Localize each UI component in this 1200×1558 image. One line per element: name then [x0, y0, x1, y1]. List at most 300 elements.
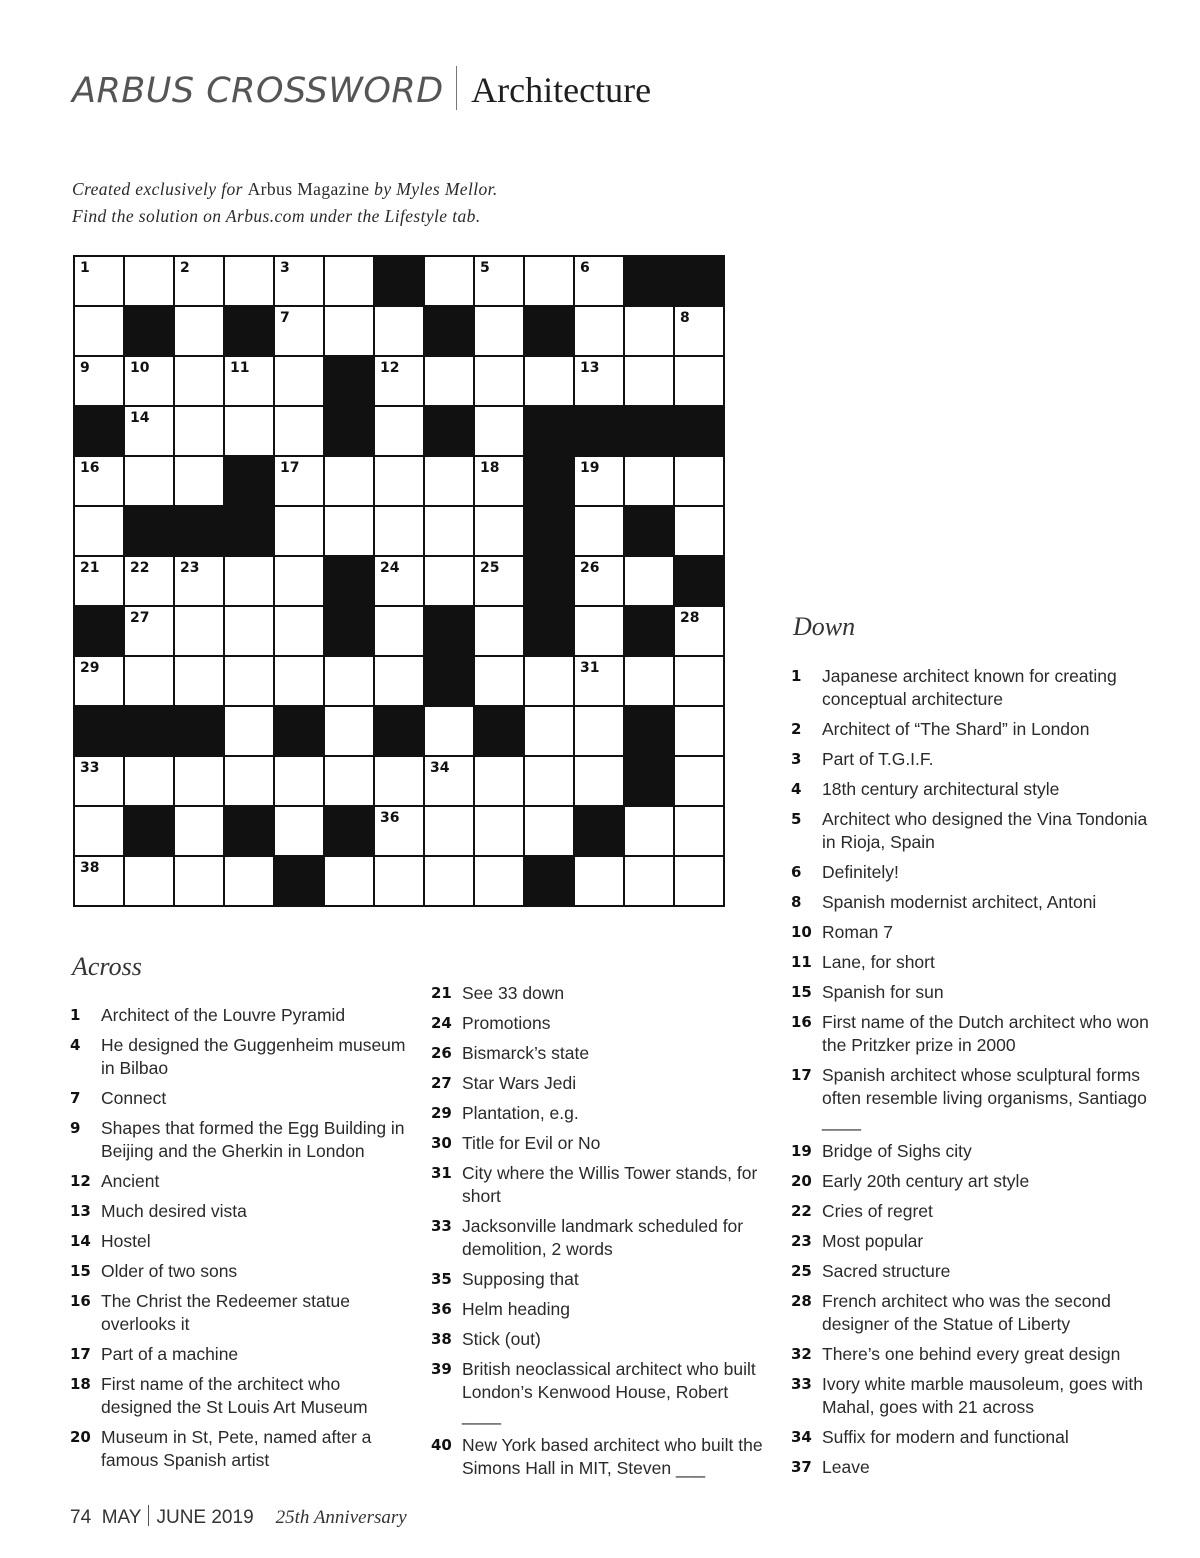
clue-item: [431, 1358, 771, 1427]
clue-item-text: Japanese architect known for creating conceptual architecture: [822, 666, 1117, 709]
grid-cell[interactable]: [174, 806, 224, 856]
grid-cell[interactable]: [524, 706, 574, 756]
grid-cell[interactable]: [274, 806, 324, 856]
clue-item: [791, 1456, 1161, 1479]
magazine-name: Arbus Magazine: [247, 179, 370, 199]
clue-item: [791, 1343, 1161, 1366]
grid-cell[interactable]: [674, 706, 724, 756]
grid-cell[interactable]: [424, 556, 474, 606]
clue-item: [70, 1170, 415, 1193]
clue-item-text: First name of the Dutch architect who won the Pritzker prize in 2000: [822, 1012, 1149, 1055]
grid-cell[interactable]: [124, 256, 174, 306]
grid-cell[interactable]: [524, 356, 574, 406]
black-square: [424, 306, 474, 356]
grid-cell[interactable]: [174, 656, 224, 706]
clue-item-number: 12: [70, 1172, 91, 1190]
grid-cell[interactable]: [424, 256, 474, 306]
black-square: [274, 706, 324, 756]
grid-cell[interactable]: [224, 406, 274, 456]
brand-title: ARBUS CROSSWORD: [72, 71, 444, 111]
clue-item-text: Part of T.G.I.F.: [822, 749, 934, 769]
clue-item: [791, 1290, 1161, 1336]
grid-cell[interactable]: [374, 806, 424, 856]
grid-cell[interactable]: [274, 656, 324, 706]
black-square: [374, 256, 424, 306]
clue-item-number: 35: [431, 1270, 452, 1288]
grid-cell[interactable]: [374, 856, 424, 906]
grid-cell[interactable]: [174, 456, 224, 506]
grid-cell[interactable]: [574, 256, 624, 306]
clue-number: 10: [130, 360, 150, 376]
clue-item-text: Spanish architect whose sculptural forms often resemble living organisms, Santiago ____: [822, 1065, 1147, 1131]
black-square: [124, 306, 174, 356]
black-square: [224, 506, 274, 556]
clue-item-text: Museum in St, Pete, named after a famous Spanish artist: [101, 1427, 372, 1470]
black-square: [224, 306, 274, 356]
clue-item-number: 13: [70, 1202, 91, 1220]
issue-month-2: JUNE 2019: [156, 1507, 254, 1528]
clue-item: [431, 1102, 771, 1125]
clue-item-text: Roman 7: [822, 922, 894, 942]
clue-number: 13: [580, 360, 600, 376]
clue-item-text: Part of a machine: [101, 1344, 239, 1364]
clue-item: [791, 665, 1161, 711]
grid-cell[interactable]: [174, 856, 224, 906]
grid-cell[interactable]: [424, 856, 474, 906]
grid-cell[interactable]: [274, 306, 324, 356]
clue-item-number: 29: [431, 1104, 452, 1122]
grid-cell[interactable]: [324, 756, 374, 806]
clue-item: [791, 861, 1161, 884]
clue-number: 9: [80, 360, 90, 376]
grid-cell[interactable]: [274, 356, 324, 406]
grid-cell[interactable]: [274, 556, 324, 606]
grid-cell[interactable]: [474, 656, 524, 706]
grid-cell[interactable]: [74, 256, 124, 306]
clue-item-text: Older of two sons: [101, 1261, 238, 1281]
grid-cell[interactable]: [624, 806, 674, 856]
grid-cell[interactable]: [524, 756, 574, 806]
black-square: [324, 556, 374, 606]
grid-cell[interactable]: [424, 806, 474, 856]
black-square: [624, 506, 674, 556]
grid-cell[interactable]: [274, 406, 324, 456]
clue-item: [431, 1215, 771, 1261]
clue-item-number: 23: [791, 1232, 812, 1250]
black-square: [624, 256, 674, 306]
grid-cell[interactable]: [74, 856, 124, 906]
black-square: [324, 806, 374, 856]
clue-item: [70, 1034, 415, 1080]
grid-cell[interactable]: [74, 456, 124, 506]
clue-item-number: 6: [791, 863, 802, 881]
grid-cell[interactable]: [574, 656, 624, 706]
grid-cell[interactable]: [674, 656, 724, 706]
grid-cell[interactable]: [674, 856, 724, 906]
clue-number: 26: [580, 560, 600, 576]
grid-cell[interactable]: [474, 506, 524, 556]
intro-text: [72, 176, 498, 230]
grid-cell[interactable]: [374, 306, 424, 356]
clue-item-number: 7: [70, 1089, 81, 1107]
grid-cell[interactable]: [574, 706, 624, 756]
clue-item-number: 4: [70, 1036, 81, 1054]
grid-cell[interactable]: [424, 456, 474, 506]
clue-number: 1: [80, 260, 90, 276]
clue-item-number: 40: [431, 1436, 452, 1454]
clue-item: [431, 1434, 771, 1480]
grid-cell[interactable]: [74, 306, 124, 356]
grid-cell[interactable]: [324, 456, 374, 506]
clue-item-number: 21: [431, 984, 452, 1002]
grid-cell[interactable]: [74, 506, 124, 556]
clue-number: 17: [280, 460, 300, 476]
clue-item: [791, 951, 1161, 974]
clue-number: 36: [380, 810, 400, 826]
grid-cell[interactable]: [224, 856, 274, 906]
grid-cell[interactable]: [374, 556, 424, 606]
grid-cell[interactable]: [474, 306, 524, 356]
grid-cell[interactable]: [524, 656, 574, 706]
clue-item: [70, 1117, 415, 1163]
grid-cell[interactable]: [524, 256, 574, 306]
black-square: [524, 506, 574, 556]
anniversary-label: 25th Anniversary: [275, 1507, 407, 1528]
clue-item-text: Connect: [101, 1088, 167, 1108]
grid-cell[interactable]: [374, 656, 424, 706]
clue-item-number: 31: [431, 1164, 452, 1182]
clue-item: [70, 1087, 415, 1110]
clue-item-number: 14: [70, 1232, 91, 1250]
clue-item-number: 39: [431, 1360, 452, 1378]
clue-item-text: Bridge of Sighs city: [822, 1141, 972, 1161]
grid-cell[interactable]: [424, 506, 474, 556]
grid-cell[interactable]: [674, 356, 724, 406]
black-square: [474, 706, 524, 756]
clue-item-number: 19: [791, 1142, 812, 1160]
clue-number: 25: [480, 560, 500, 576]
grid-cell[interactable]: [474, 856, 524, 906]
clue-item-text: Architect who designed the Vina Tondonia in Rioja, Spain: [822, 809, 1148, 852]
grid-cell[interactable]: [624, 556, 674, 606]
clue-number: 8: [680, 310, 690, 326]
crossword-grid: [73, 255, 725, 907]
clue-item-text: Much desired vista: [101, 1201, 247, 1221]
black-square: [74, 406, 124, 456]
clue-item-text: Supposing that: [462, 1269, 579, 1289]
grid-cell[interactable]: [474, 756, 524, 806]
grid-cell[interactable]: [524, 806, 574, 856]
grid-cell[interactable]: [74, 806, 124, 856]
clue-item: [70, 1004, 415, 1027]
grid-cell[interactable]: [124, 456, 174, 506]
clue-item-number: 1: [791, 667, 802, 685]
black-square: [74, 706, 124, 756]
grid-cell[interactable]: [224, 756, 274, 806]
grid-cell[interactable]: [574, 856, 624, 906]
black-square: [174, 706, 224, 756]
clue-item: [791, 1373, 1161, 1419]
clue-item: [431, 1072, 771, 1095]
black-square: [224, 456, 274, 506]
grid-cell[interactable]: [274, 256, 324, 306]
grid-cell[interactable]: [174, 256, 224, 306]
clue-item-number: 11: [791, 953, 812, 971]
clue-item: [791, 748, 1161, 771]
grid-cell[interactable]: [174, 306, 224, 356]
clue-item: [791, 1200, 1161, 1223]
clue-item-number: 27: [431, 1074, 452, 1092]
grid-cell[interactable]: [124, 656, 174, 706]
black-square: [324, 606, 374, 656]
page-number: 74: [70, 1507, 92, 1528]
grid-cell[interactable]: [624, 456, 674, 506]
clue-number: 7: [280, 310, 290, 326]
clue-item-number: 18: [70, 1375, 91, 1393]
grid-cell[interactable]: [274, 606, 324, 656]
clue-item-text: Hostel: [101, 1231, 151, 1251]
clue-item-number: 26: [431, 1044, 452, 1062]
grid-cell[interactable]: [324, 256, 374, 306]
issue-month-1: MAY: [101, 1507, 142, 1528]
grid-cell[interactable]: [324, 306, 374, 356]
clue-item-number: 5: [791, 810, 802, 828]
clue-item-text: Sacred structure: [822, 1261, 951, 1281]
clue-item: [431, 1268, 771, 1291]
clue-number: 33: [80, 760, 100, 776]
clue-number: 24: [380, 560, 400, 576]
clue-item-text: First name of the architect who designed the St Louis Art Museum: [101, 1374, 368, 1417]
clue-item-number: 2: [791, 720, 802, 738]
clue-item: [431, 982, 771, 1005]
grid-cell[interactable]: [224, 706, 274, 756]
clue-item-number: 28: [791, 1292, 812, 1310]
black-square: [624, 606, 674, 656]
clue-item: [791, 981, 1161, 1004]
grid-cell[interactable]: [674, 456, 724, 506]
clue-number: 18: [480, 460, 500, 476]
clue-item-number: 20: [70, 1428, 91, 1446]
clue-number: 22: [130, 560, 150, 576]
black-square: [424, 406, 474, 456]
clue-item: [791, 1230, 1161, 1253]
across-clues-column-2: [431, 982, 771, 1487]
black-square: [574, 806, 624, 856]
grid-cell[interactable]: [324, 506, 374, 556]
clue-item-number: 34: [791, 1428, 812, 1446]
grid-cell[interactable]: [574, 456, 624, 506]
grid-cell[interactable]: [74, 556, 124, 606]
grid-cell[interactable]: [124, 756, 174, 806]
clue-item-text: Most popular: [822, 1231, 924, 1251]
clue-item-text: Promotions: [462, 1013, 551, 1033]
intro-suffix: by Myles Mellor.: [369, 179, 498, 199]
clue-item-number: 17: [70, 1345, 91, 1363]
grid-cell[interactable]: [474, 556, 524, 606]
black-square: [74, 606, 124, 656]
grid-cell[interactable]: [74, 756, 124, 806]
clue-item-text: City where the Willis Tower stands, for short: [462, 1163, 758, 1206]
clue-item: [791, 1260, 1161, 1283]
grid-cell[interactable]: [124, 606, 174, 656]
grid-cell[interactable]: [124, 406, 174, 456]
clue-item-number: 16: [70, 1292, 91, 1310]
grid-cell[interactable]: [124, 556, 174, 606]
clue-item-number: 25: [791, 1262, 812, 1280]
grid-cell[interactable]: [574, 506, 624, 556]
grid-cell[interactable]: [674, 756, 724, 806]
black-square: [524, 306, 574, 356]
intro-line-1: [72, 176, 498, 203]
grid-cell[interactable]: [224, 556, 274, 606]
clue-item-text: Shapes that formed the Egg Building in Beijing and the Gherkin in London: [101, 1118, 405, 1161]
clue-item: [70, 1260, 415, 1283]
grid-cell[interactable]: [274, 506, 324, 556]
grid-cell[interactable]: [124, 356, 174, 406]
clue-number: 27: [130, 610, 150, 626]
black-square: [224, 806, 274, 856]
grid-cell[interactable]: [674, 506, 724, 556]
clue-item-number: 20: [791, 1172, 812, 1190]
grid-cell[interactable]: [74, 356, 124, 406]
grid-cell[interactable]: [174, 406, 224, 456]
clue-item-text: There’s one behind every great design: [822, 1344, 1121, 1364]
clue-item: [431, 1298, 771, 1321]
page-header: [72, 66, 651, 116]
down-heading: Down: [793, 612, 856, 641]
grid-cell[interactable]: [624, 656, 674, 706]
grid-cell[interactable]: [324, 656, 374, 706]
grid-cell[interactable]: [74, 656, 124, 706]
clue-item-number: 17: [791, 1066, 812, 1084]
grid-cell[interactable]: [574, 356, 624, 406]
grid-cell[interactable]: [224, 656, 274, 706]
clue-item-text: 18th century architectural style: [822, 779, 1060, 799]
clue-item-text: Title for Evil or No: [462, 1133, 601, 1153]
black-square: [624, 406, 674, 456]
grid-cell[interactable]: [224, 256, 274, 306]
clue-number: 38: [80, 860, 100, 876]
grid-cell[interactable]: [474, 406, 524, 456]
black-square: [674, 406, 724, 456]
clue-item: [431, 1132, 771, 1155]
clue-item-text: New York based architect who built the Simons Hall in MIT, Steven ___: [462, 1435, 763, 1478]
grid-cell[interactable]: [624, 856, 674, 906]
clue-number: 19: [580, 460, 600, 476]
clue-number: 23: [180, 560, 200, 576]
clue-item-text: Plantation, e.g.: [462, 1103, 579, 1123]
grid-cell[interactable]: [474, 456, 524, 506]
grid-cell[interactable]: [574, 306, 624, 356]
black-square: [124, 506, 174, 556]
grid-cell[interactable]: [374, 606, 424, 656]
grid-cell[interactable]: [574, 606, 624, 656]
black-square: [674, 256, 724, 306]
intro-line-2: Find the solution on Arbus.com under the Lifestyle tab.: [72, 206, 481, 226]
grid-cell[interactable]: [324, 856, 374, 906]
clue-item: [791, 891, 1161, 914]
black-square: [124, 706, 174, 756]
clue-item: [70, 1426, 415, 1472]
clue-item-number: 3: [791, 750, 802, 768]
grid-cell[interactable]: [324, 706, 374, 756]
black-square: [524, 406, 574, 456]
grid-cell[interactable]: [574, 556, 624, 606]
clue-number: 34: [430, 760, 450, 776]
clue-item-number: 38: [431, 1330, 452, 1348]
grid-cell[interactable]: [374, 756, 424, 806]
clue-number: 14: [130, 410, 150, 426]
black-square: [624, 706, 674, 756]
grid-cell[interactable]: [424, 756, 474, 806]
black-square: [374, 706, 424, 756]
grid-cell[interactable]: [474, 606, 524, 656]
grid-cell[interactable]: [424, 706, 474, 756]
grid-cell[interactable]: [124, 856, 174, 906]
clue-item-text: Spanish modernist architect, Antoni: [822, 892, 1097, 912]
black-square: [574, 406, 624, 456]
clue-item-number: 24: [431, 1014, 452, 1032]
black-square: [174, 506, 224, 556]
clue-item-number: 37: [791, 1458, 812, 1476]
grid-cell[interactable]: [224, 606, 274, 656]
clue-item: [791, 1064, 1161, 1133]
grid-cell[interactable]: [374, 506, 424, 556]
clue-item: [431, 1328, 771, 1351]
black-square: [524, 556, 574, 606]
clue-item-text: Architect of “The Shard” in London: [822, 719, 1090, 739]
grid-cell[interactable]: [174, 606, 224, 656]
grid-cell[interactable]: [374, 356, 424, 406]
clue-item-number: 33: [791, 1375, 812, 1393]
clue-item-number: 36: [431, 1300, 452, 1318]
grid-cell[interactable]: [574, 756, 624, 806]
grid-cell[interactable]: [624, 306, 674, 356]
grid-cell[interactable]: [674, 306, 724, 356]
grid-cell[interactable]: [174, 556, 224, 606]
grid-cell[interactable]: [424, 356, 474, 406]
clue-item-text: See 33 down: [462, 983, 565, 1003]
clue-item-number: 15: [791, 983, 812, 1001]
clue-item-text: Architect of the Louvre Pyramid: [101, 1005, 346, 1025]
clue-item-text: Ancient: [101, 1171, 160, 1191]
grid-cell[interactable]: [374, 456, 424, 506]
grid-cell[interactable]: [374, 406, 424, 456]
grid-cell[interactable]: [274, 456, 324, 506]
black-square: [624, 756, 674, 806]
clue-number: 29: [80, 660, 100, 676]
grid-cell[interactable]: [174, 756, 224, 806]
clue-item-number: 16: [791, 1013, 812, 1031]
grid-cell[interactable]: [674, 806, 724, 856]
grid-cell[interactable]: [274, 756, 324, 806]
clue-number: 21: [80, 560, 100, 576]
grid-cell[interactable]: [224, 356, 274, 406]
black-square: [424, 656, 474, 706]
grid-cell[interactable]: [474, 256, 524, 306]
grid-cell[interactable]: [624, 356, 674, 406]
grid-cell[interactable]: [674, 606, 724, 656]
grid-cell[interactable]: [174, 356, 224, 406]
clue-item: [791, 1170, 1161, 1193]
black-square: [424, 606, 474, 656]
grid-cell[interactable]: [474, 806, 524, 856]
clue-item: [791, 1011, 1161, 1057]
clue-item: [70, 1230, 415, 1253]
clue-item-text: Cries of regret: [822, 1201, 933, 1221]
grid-cell[interactable]: [474, 356, 524, 406]
clue-item: [791, 808, 1161, 854]
